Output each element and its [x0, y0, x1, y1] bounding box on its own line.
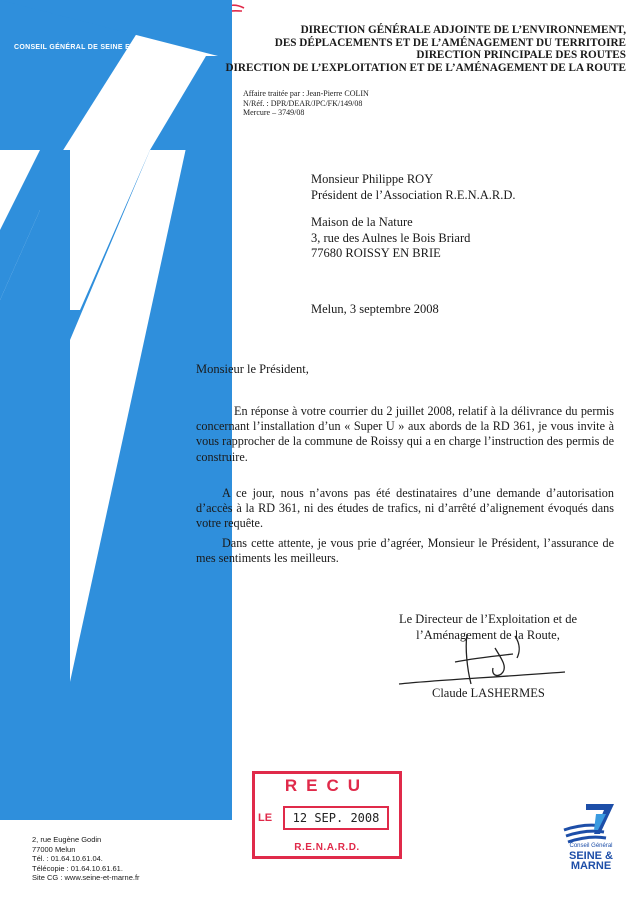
paragraph-1 — [196, 404, 614, 465]
recipient-address — [311, 215, 470, 262]
paragraph-1-text: En réponse à votre courrier du 2 juillet 2008, relatif à la délivrance du permis concernant l’installation d’un « Super U » aux abords de la RD 361, je vous invite à vous rapprocher de la commune de Roissy qui a en charge l’instruction des permis de construire. — [196, 404, 614, 464]
paragraph-3 — [196, 536, 614, 566]
signature-line-2: l’Aménagement de la Route, — [416, 627, 560, 642]
logo-name-line-1: SEINE & — [568, 850, 613, 862]
footer-line: Site CG : www.seine-et-marne.fr — [32, 873, 140, 883]
handled-by: Affaire traitée par : Jean-Pierre COLIN — [243, 89, 369, 98]
address-line: 3, rue des Aulnes le Bois Briard — [311, 230, 471, 245]
footer-line: Télécopie : 01.64.10.61.61. — [32, 863, 123, 873]
recipient-name: Monsieur Philippe ROY — [311, 172, 434, 186]
letter-date: Melun, 3 septembre 2008 — [311, 302, 439, 316]
signature-line-1: Le Directeur de l’Exploitation et de — [398, 612, 578, 626]
address-line: 77680 ROISSY EN BRIE — [311, 246, 441, 260]
mercure-number: Mercure – 3749/08 — [243, 108, 305, 117]
organization-name: CONSEIL GÉNÉRAL DE SEINE ET MARNE — [14, 44, 165, 51]
received-stamp — [252, 771, 402, 859]
footer-line: 2, rue Eugène Godin — [32, 835, 102, 844]
letterhead-departments — [206, 24, 626, 74]
footer-line: 77000 Melun — [32, 844, 76, 854]
stamp-received-label: RECU — [284, 776, 370, 795]
paragraph-2 — [196, 486, 614, 532]
header-line: DES DÉPLACEMENTS ET DE L’AMÉNAGEMENT DU TERRITOIRE — [274, 36, 626, 49]
seine-et-marne-logo-icon — [556, 800, 626, 844]
logo-name-line-2: MARNE — [570, 860, 612, 872]
header-line: DIRECTION DE L’EXPLOITATION ET DE L’AMÉNAGEMENT DE LA ROUTE — [225, 61, 626, 74]
footer-line: Tél. : 01.64.10.61.04. — [32, 854, 103, 864]
footer-address — [32, 835, 140, 883]
paragraph-2-text: A ce jour, nous n’avons pas été destinataires d’une demande d’autorisation d’accès à la RD 361, ni des études de trafics, ni d’arrêté d’alignement évoqués dans votre requête. — [196, 486, 614, 531]
signatory-name: Claude LASHERMES — [432, 686, 545, 700]
stamp-le-label: LE — [258, 812, 273, 824]
reference-block — [243, 89, 369, 118]
stamp-organization: R.E.N.A.R.D. — [294, 842, 360, 853]
logo-name — [556, 851, 626, 871]
recipient-name-block — [311, 172, 516, 203]
header-line: DIRECTION PRINCIPALE DES ROUTES — [416, 49, 626, 62]
paragraph-3-text: Dans cette attente, je vous prie d’agréer, Monsieur le Président, l’assurance de mes sentiments les meilleurs. — [196, 536, 614, 566]
recipient-title: Président de l’Association R.E.N.A.R.D. — [311, 187, 516, 202]
address-line: Maison de la Nature — [311, 215, 413, 229]
header-line: DIRECTION GÉNÉRALE ADJOINTE DE L’ENVIRONNEMENT, — [300, 24, 626, 36]
our-reference: N/Réf. : DPR/DEAR/JPC/FK/149/08 — [243, 98, 363, 108]
stamp-date: 12 SEP. 2008 — [283, 806, 389, 830]
logo-caption: Conseil Général — [569, 843, 613, 849]
salutation: Monsieur le Président, — [196, 362, 309, 376]
